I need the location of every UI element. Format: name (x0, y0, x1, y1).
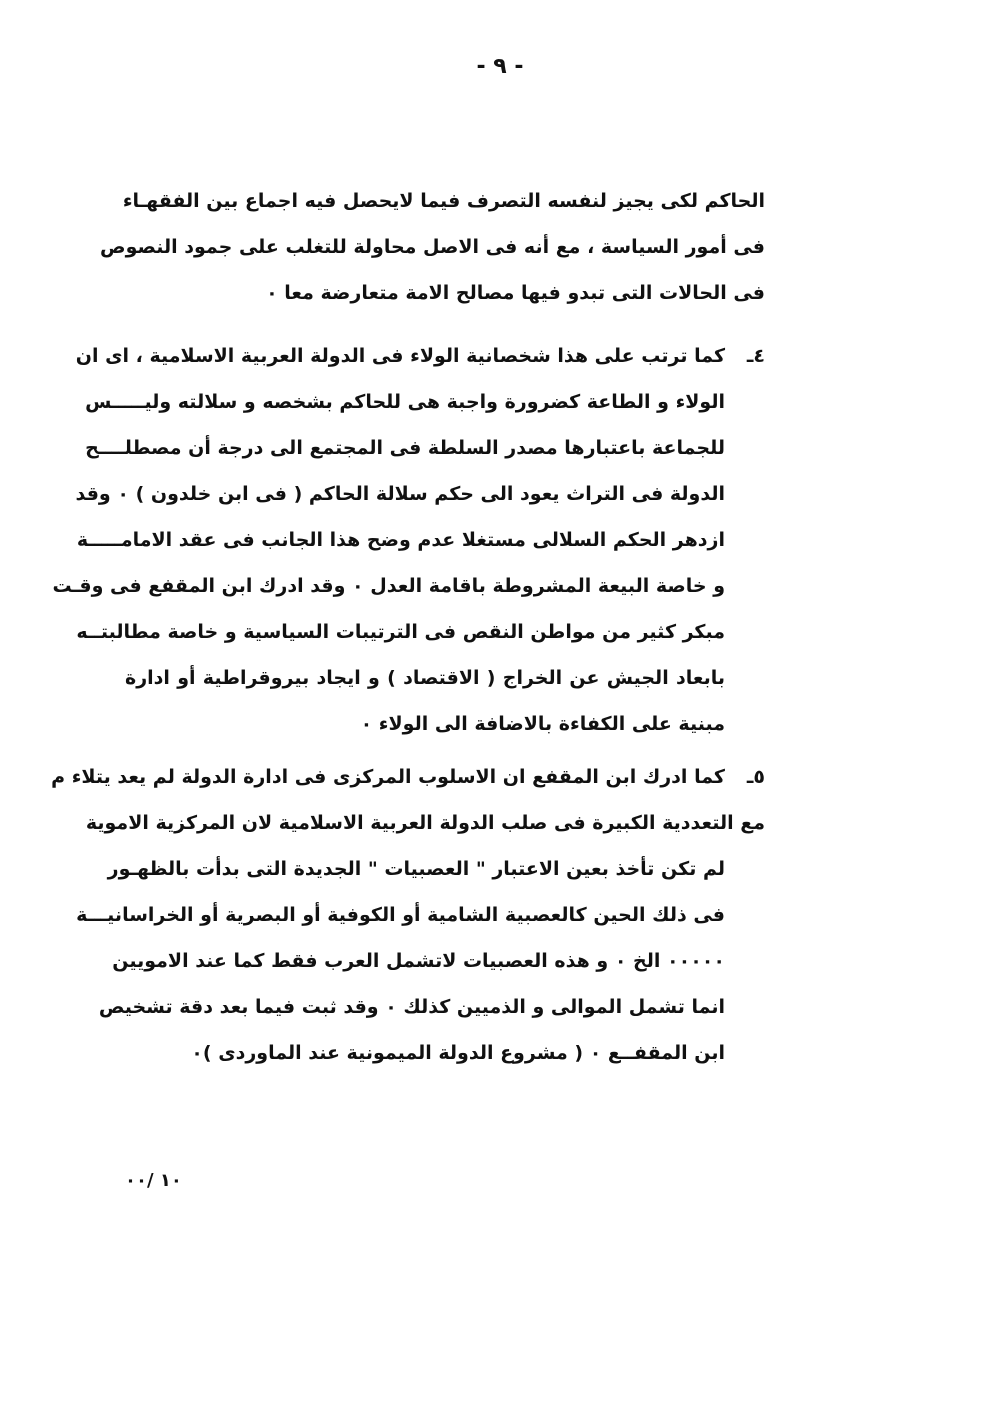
paragraph-line: ٠٠٠٠٠ الخ ٠ و هذه العصبيات لاتشمل العرب فقط كما عند الامويين (112, 950, 725, 972)
paragraph-line: مبنية على الكفاءة بالاضافة الى الولاء ٠ (360, 713, 725, 735)
paragraph-line: فى أمور السياسة ، مع أنه فى الاصل محاولة للتغلب على جمود النصوص (100, 236, 765, 258)
paragraph-line: لم تكن تأخذ بعين الاعتبار " العصبيات " الجديدة التى بدأت بالظهـور (107, 858, 725, 880)
paragraph-line (75, 333, 765, 379)
paragraph-line: الحاكم لكى يجيز لنفسه التصرف فيما لايحصل فيه اجماع بين الفقهـاء (122, 190, 765, 212)
paragraph-line (51, 754, 765, 800)
paragraph-line: مع التعددية الكبيرة فى صلب الدولة العربية الاسلامية لان المركزية الاموية (85, 812, 765, 834)
paragraph-5 (51, 754, 765, 1076)
paragraph-line: و خاصة البيعة المشروطة باقامة العدل ٠ وقد ادرك ابن المقفع فى وقـت (52, 575, 725, 597)
paragraph-line: بابعاد الجيش عن الخراج ( الاقتصاد ) و ايجاد بيروقراطية أو ادارة (125, 667, 725, 689)
paragraph-number: ٥ـ (746, 766, 765, 788)
paragraph-line: ازدهر الحكم السلالى مستغلا عدم وضح هذا الجانب فى عقد الامامـــــة (76, 529, 725, 551)
paragraph-intro (100, 178, 765, 316)
page-number: - ٩ - (476, 54, 524, 79)
paragraph-line: ابن المقفــع ٠ ( مشروع الدولة الميمونية عند الماوردى )٠ (191, 1042, 725, 1064)
paragraph-line: فى الحالات التى تبدو فيها مصالح الامة متعارضة معا ٠ (266, 282, 765, 304)
paragraph-line: الولاء و الطاعة كضرورة واجبة هى للحاكم بشخصه و سلالته وليـــــس (85, 391, 725, 413)
paragraph-line: فى ذلك الحين كالعصبية الشامية أو الكوفية أو البصرية أو الخراسانيـــة (76, 904, 725, 926)
paragraph-line: الدولة فى التراث يعود الى حكم سلالة الحاكم ( فى ابن خلدون ) ٠ وقد (75, 483, 725, 505)
paragraph-line-text: كما ترتب على هذا شخصانية الولاء فى الدولة العربية الاسلامية ، اى ان (75, 345, 725, 367)
paragraph-line: للجماعة باعتبارها مصدر السلطة فى المجتمع الى درجة أن مصطلــــح (85, 437, 725, 459)
paragraph-number: ٤ـ (746, 345, 765, 367)
paragraph-line: مبكر كثير من مواطن النقص فى الترتيبات السياسية و خاصة مطالبتــه (76, 621, 725, 643)
next-page-reference: ١٠ /٠٠ (125, 1170, 182, 1191)
paragraph-line: انما تشمل الموالى و الذميين كذلك ٠ وقد ثبت فيما بعد دقة تشخيص (98, 996, 725, 1018)
paragraph-line-text: كما ادرك ابن المقفع ان الاسلوب المركزى فى ادارة الدولة لم يعد يتلاء م (51, 766, 725, 788)
paragraph-4 (52, 333, 765, 747)
